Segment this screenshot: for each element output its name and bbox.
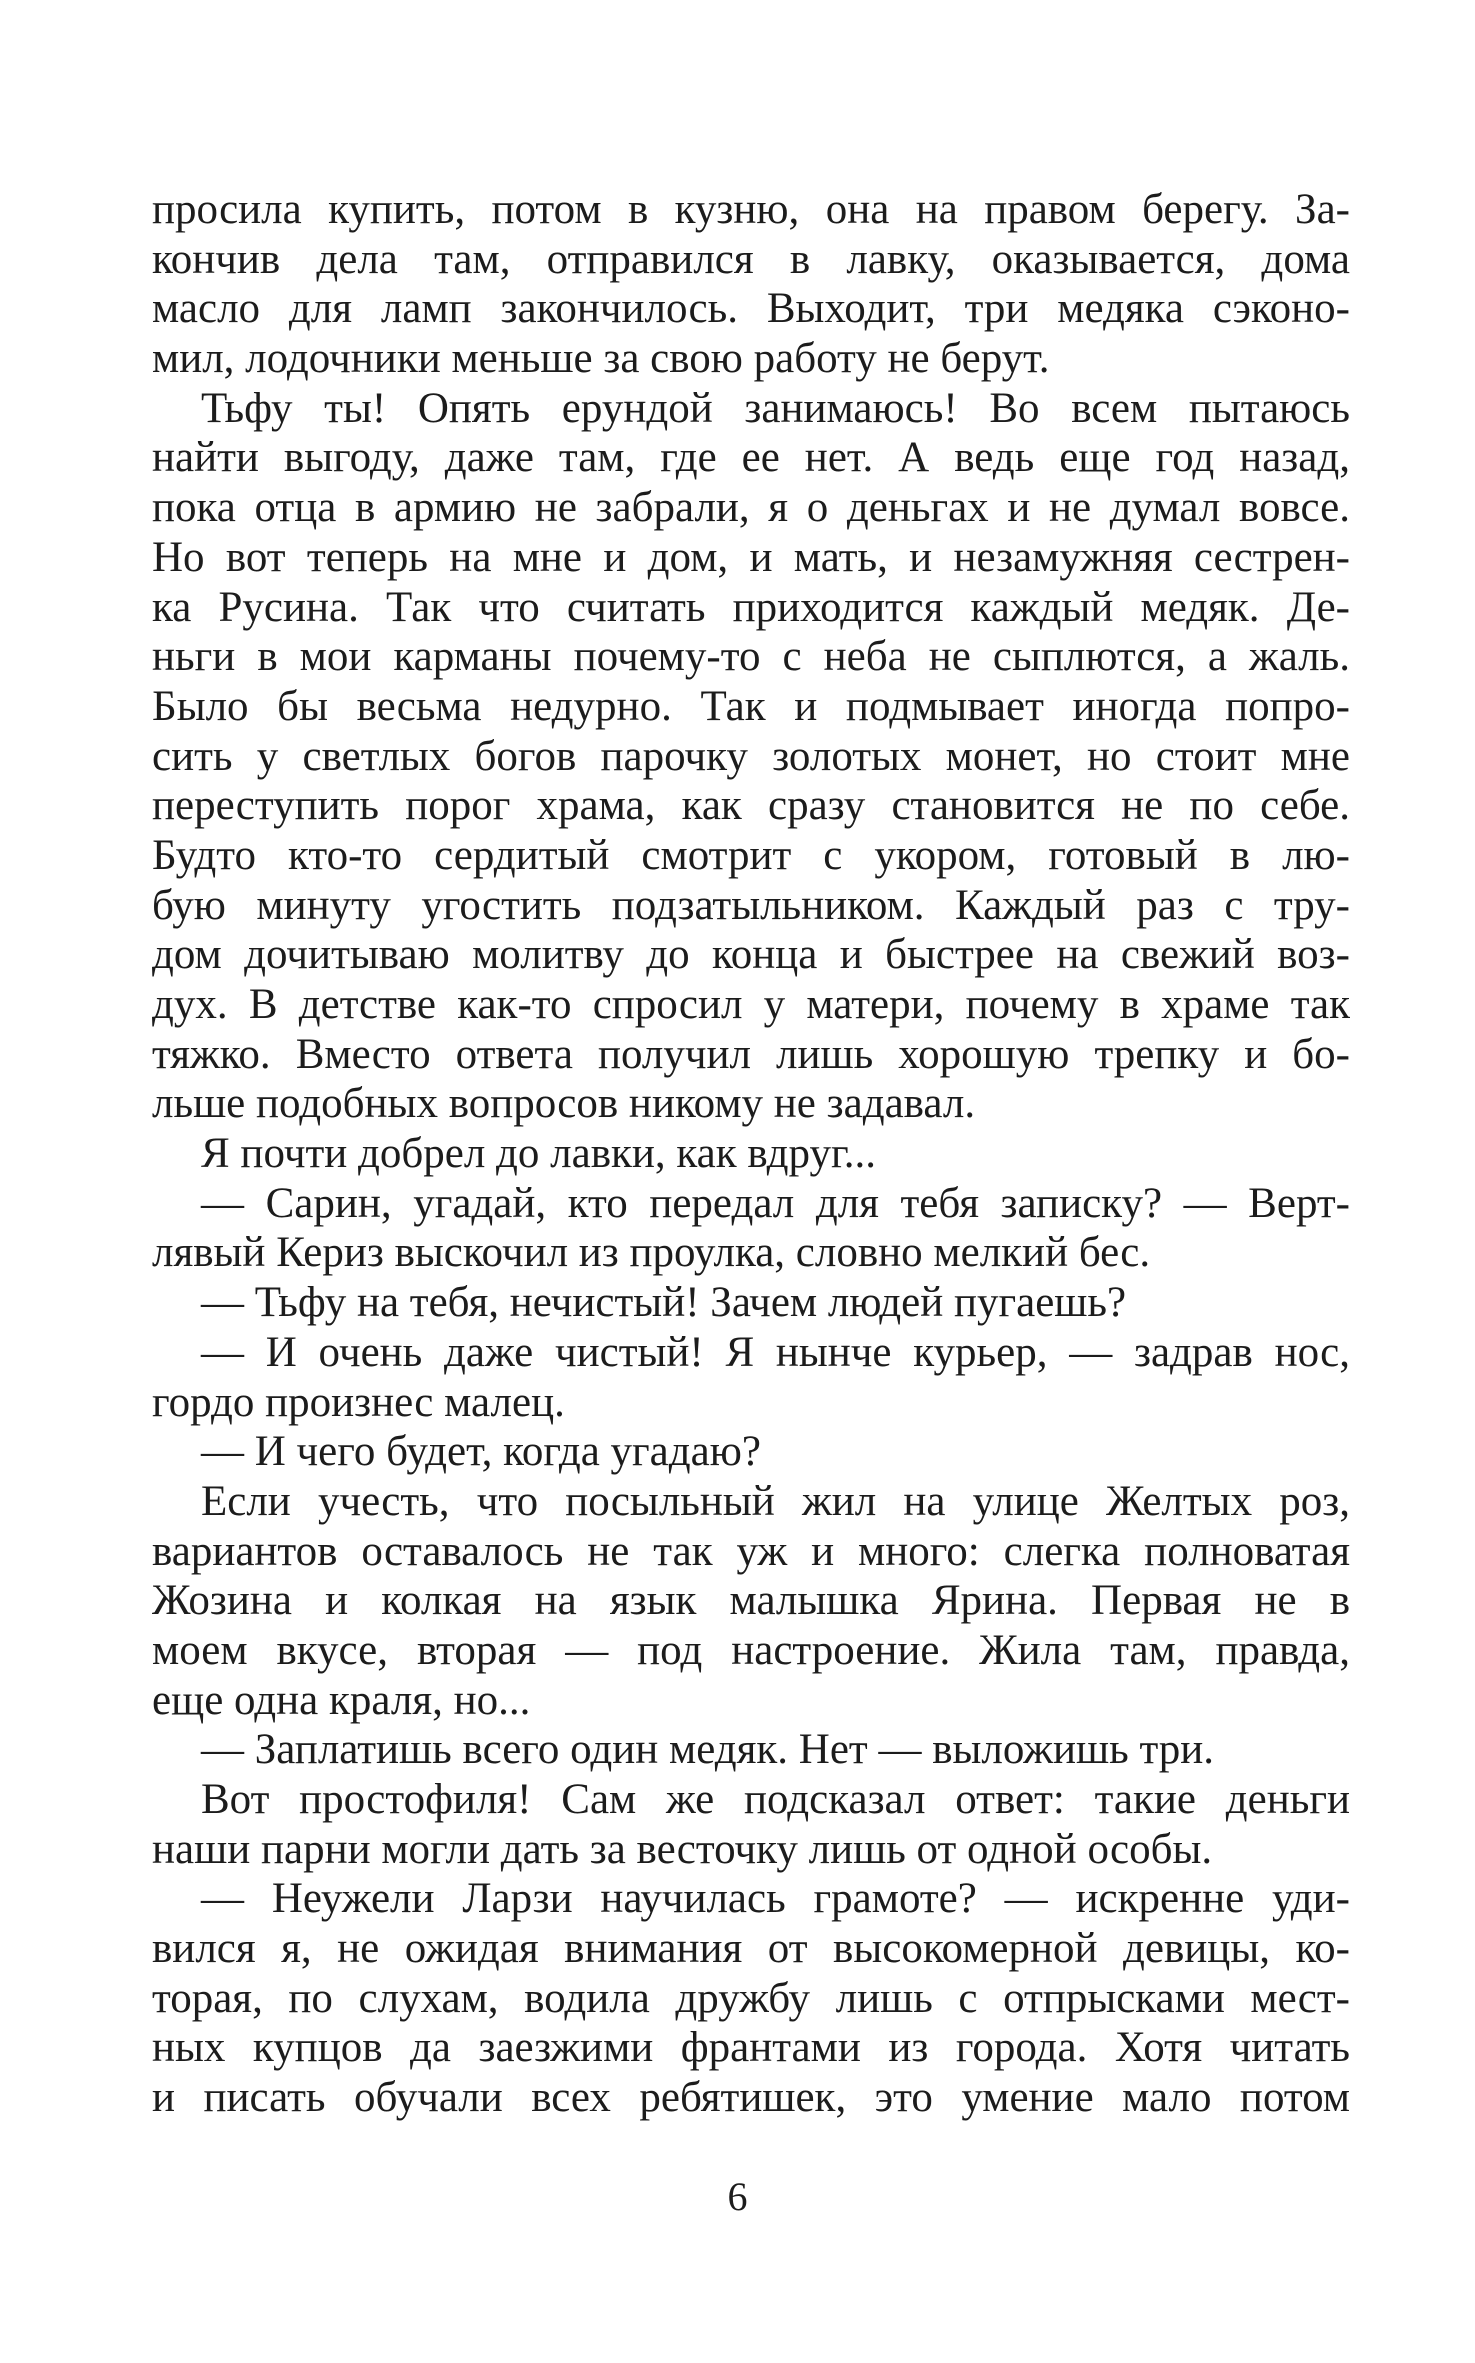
- text-line: переступить порог храма, как сразу становится не по себе.: [152, 782, 1350, 830]
- text-line: ка Русина. Так что считать приходится каждый медяк. Де-: [152, 583, 1350, 631]
- text-line: моем вкусе, вторая — под настроение. Жила там, правда,: [152, 1626, 1350, 1674]
- page-number: 6: [727, 2174, 748, 2219]
- text-line: — Заплатишь всего один медяк. Нет — выложишь три.: [201, 1726, 1215, 1774]
- text-line: ных купцов да заезжими франтами из города. Хотя читать: [152, 2024, 1350, 2072]
- text-line: — Тьфу на тебя, нечистый! Зачем людей пугаешь?: [201, 1279, 1127, 1327]
- text-line: Жозина и колкая на язык малышка Ярина. Первая не в: [152, 1577, 1350, 1625]
- text-line: Было бы весьма недурно. Так и подмывает иногда попро-: [152, 682, 1350, 730]
- text-line: кончив дела там, отправился в лавку, оказывается, дома: [152, 235, 1350, 283]
- body-text: [152, 185, 1350, 2123]
- text-line: дух. В детстве как-то спросил у матери, почему в храме так: [152, 981, 1350, 1028]
- text-line: вился я, не ожидая внимания от высокомерной девицы, ко-: [152, 1925, 1350, 1973]
- text-line: лявый Кериз выскочил из проулка, словно мелкий бес.: [152, 1229, 1151, 1277]
- text-line: торая, по слухам, водила дружбу лишь с отпрысками мест-: [152, 1974, 1350, 2022]
- text-line: Если учесть, что посыльный жил на улице Желтых роз,: [201, 1477, 1350, 1525]
- text-line: — Неужели Ларзи научилась грамоте? — искренне уди-: [201, 1875, 1350, 1923]
- text-line: бую минуту угостить подзатыльником. Каждый раз с тру-: [152, 881, 1350, 929]
- text-line: Я почти добрел до лавки, как вдруг...: [201, 1130, 876, 1178]
- text-line: — Сарин, угадай, кто передал для тебя записку? — Верт-: [201, 1179, 1350, 1227]
- text-line: — И очень даже чистый! Я нынче курьер, — задрав нос,: [201, 1328, 1350, 1376]
- text-line: дом дочитываю молитву до конца и быстрее на свежий воз-: [152, 931, 1350, 979]
- text-line: ньги в мои карманы почему-то с неба не сыплются, а жаль.: [152, 633, 1350, 681]
- text-line: Но вот теперь на мне и дом, и мать, и незамужняя сестрен-: [152, 533, 1350, 581]
- text-line: — И чего будет, когда угадаю?: [201, 1428, 761, 1476]
- text-line: сить у светлых богов парочку золотых монет, но стоит мне: [152, 732, 1350, 780]
- text-line: гордо произнес малец.: [152, 1378, 565, 1426]
- text-line: найти выгоду, даже там, где ее нет. А ведь еще год назад,: [152, 434, 1350, 482]
- text-line: Вот простофиля! Сам же подсказал ответ: такие деньги: [201, 1776, 1350, 1823]
- text-line: вариантов оставалось не так уж и много: слегка полноватая: [152, 1527, 1350, 1575]
- text-line: пока отца в армию не забрали, я о деньгах и не думал вовсе.: [152, 484, 1350, 532]
- text-line: Будто кто-то сердитый смотрит с укором, готовый в лю-: [152, 831, 1350, 879]
- text-line: Тьфу ты! Опять ерундой занимаюсь! Во всем пытаюсь: [201, 384, 1350, 432]
- text-line: льше подобных вопросов никому не задавал.: [152, 1080, 976, 1128]
- text-line: наши парни могли дать за весточку лишь от одной особы.: [152, 1825, 1213, 1873]
- text-line: просила купить, потом в кузню, она на правом берегу. За-: [152, 186, 1350, 233]
- text-line: масло для ламп закончилось. Выходит, три медяка сэконо-: [152, 285, 1350, 333]
- text-line: мил, лодочники меньше за свою работу не берут.: [152, 335, 1050, 383]
- text-line: и писать обучали всех ребятишек, это умение мало потом: [152, 2074, 1350, 2122]
- text-line: еще одна краля, но...: [152, 1676, 531, 1724]
- text-line: тяжко. Вместо ответа получил лишь хорошую трепку и бо-: [152, 1030, 1350, 1078]
